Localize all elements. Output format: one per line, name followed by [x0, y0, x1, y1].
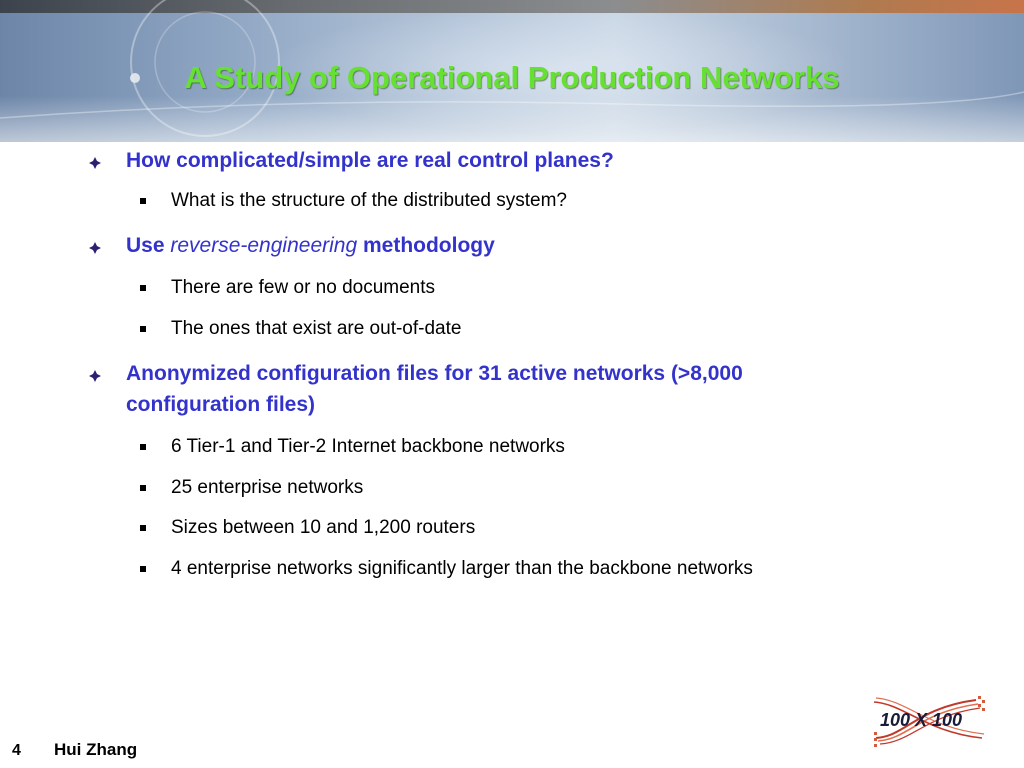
- 100x100-logo: [866, 688, 990, 748]
- bullet-text: [126, 231, 906, 261]
- diamond-bullet-icon: [88, 369, 102, 383]
- bullet-text-line2: configuration files): [126, 393, 315, 416]
- bullet-text-line1: Anonymized configuration files for 31 active networks (>8,000: [126, 362, 743, 385]
- diamond-bullet-icon: [88, 156, 102, 170]
- bullet-text-before: Use: [126, 234, 171, 257]
- banner-fade: [0, 96, 1024, 142]
- bullet-text-emphasis: reverse-engineering: [170, 234, 358, 257]
- square-bullet-icon: [140, 326, 146, 332]
- square-bullet-icon: [140, 485, 146, 491]
- sub-bullet-text: Sizes between 10 and 1,200 routers: [171, 517, 476, 538]
- square-bullet-icon: [140, 566, 146, 572]
- bullet-text-after: methodology: [357, 234, 495, 257]
- sub-bullet-text: There are few or no documents: [171, 277, 436, 298]
- square-bullet-icon: [140, 444, 146, 450]
- slide-title: A Study of Operational Production Networks: [184, 60, 840, 95]
- sub-bullet-text: 25 enterprise networks: [171, 477, 364, 498]
- diamond-bullet-icon: [88, 241, 102, 255]
- sub-bullet-text: What is the structure of the distributed system?: [171, 190, 568, 211]
- square-bullet-icon: [140, 525, 146, 531]
- square-bullet-icon: [140, 198, 146, 204]
- logo-text: 100 X 100: [880, 710, 963, 730]
- sub-bullet-text: 4 enterprise networks significantly larger than the backbone networks: [171, 558, 753, 579]
- sub-bullet-text: 6 Tier-1 and Tier-2 Internet backbone networks: [171, 436, 565, 457]
- square-bullet-icon: [140, 285, 146, 291]
- bullet-text: How complicated/simple are real control planes?: [126, 149, 614, 172]
- sub-bullet-text: The ones that exist are out-of-date: [171, 318, 462, 339]
- header-banner: [0, 0, 1024, 142]
- author-name: Hui Zhang: [54, 740, 138, 759]
- page-number: 4: [12, 742, 21, 759]
